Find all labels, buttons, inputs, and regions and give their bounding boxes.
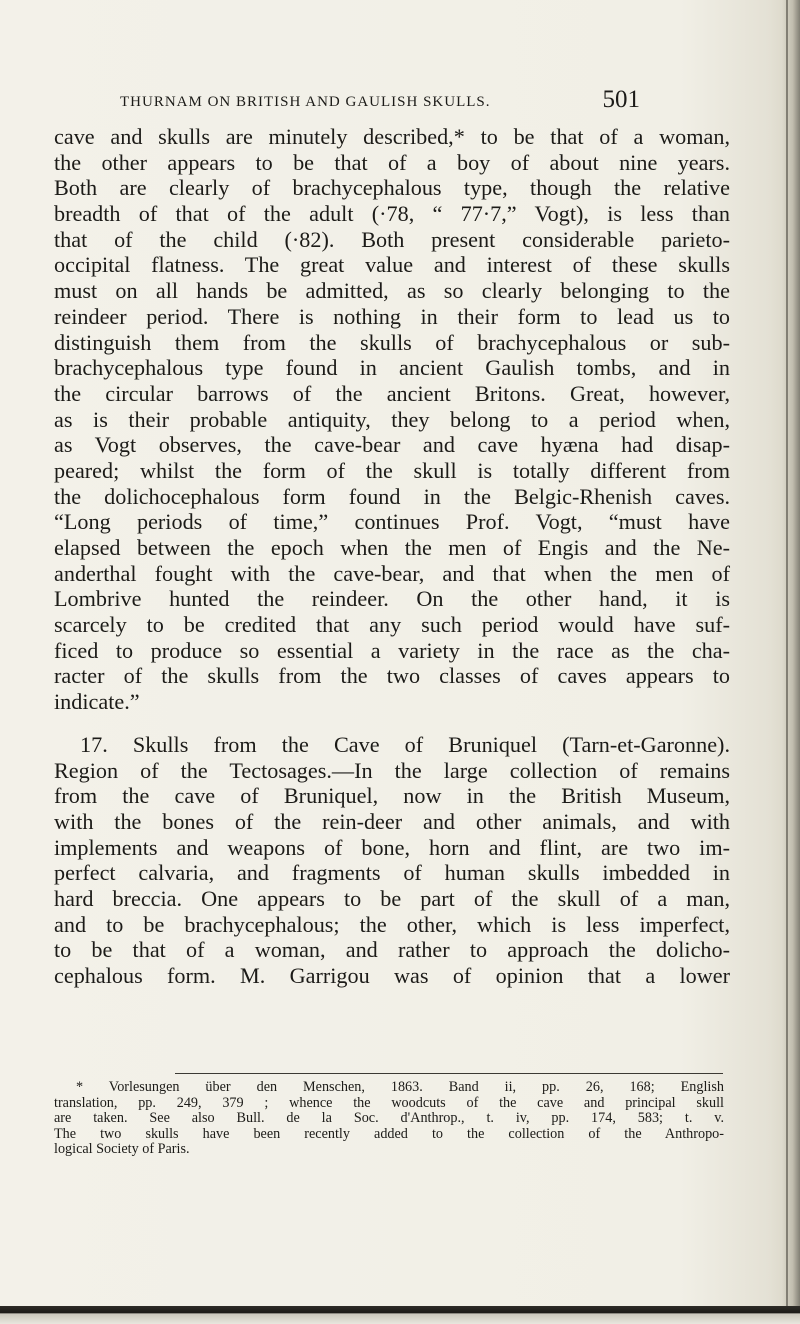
text-line: peared; whilst the form of the skull is totally different from — [54, 457, 730, 483]
text-line: Lombrive hunted the reindeer. On the other hand, it is — [54, 586, 730, 612]
text-line: and to be brachycephalous; the other, which is less imperfect, — [54, 911, 730, 937]
body-text — [54, 124, 730, 989]
text-line: breadth of that of the adult (·78, “ 77·7,” Vogt), is less than — [54, 201, 730, 227]
text-line: indicate.” — [54, 689, 140, 715]
text-line: ficed to produce so essential a variety in the race as the cha- — [54, 637, 730, 663]
running-head-title: THURNAM ON BRITISH AND GAULISH SKULLS. — [120, 94, 491, 110]
section-heading-line: 17. Skulls from the Cave of Bruniquel (Tarn-et-Garonne). — [80, 731, 730, 757]
text-line: as Vogt observes, the cave-bear and cave hyæna had disap- — [54, 432, 730, 458]
page-number: 501 — [602, 86, 640, 113]
footnote-rule — [175, 1073, 723, 1074]
footnote-line: * Vorlesungen über den Menschen, 1863. Band ii, pp. 26, 168; English — [76, 1079, 724, 1095]
text-line: cave and skulls are minutely described,* to be that of a woman, — [54, 124, 730, 149]
scan-bottom-band — [0, 1306, 800, 1324]
text-line: perfect calvaria, and fragments of human skulls imbedded in — [54, 860, 730, 886]
text-line: reindeer period. There is nothing in their form to lead us to — [54, 303, 730, 329]
text-line: with the bones of the rein-deer and other animals, and with — [54, 808, 730, 834]
text-line: the other appears to be that of a boy of about nine years. — [54, 149, 730, 175]
text-line: Region of the Tectosages.—In the large collection of remains — [54, 757, 730, 783]
text-line: occipital flatness. The great value and interest of these skulls — [54, 252, 730, 278]
text-line: elapsed between the epoch when the men of Engis and the Ne- — [54, 535, 730, 560]
paragraph-continuation — [54, 124, 730, 715]
running-head — [120, 86, 640, 116]
text-line: anderthal fought with the cave-bear, and that when the men of — [54, 560, 730, 586]
text-line: hard breccia. One appears to be part of the skull of a man, — [54, 885, 730, 911]
text-line: the dolichocephalous form found in the Belgic-Rhenish caves. — [54, 483, 730, 509]
text-line: racter of the skulls from the two classes of caves appears to — [54, 663, 730, 689]
footnote — [54, 1080, 724, 1158]
text-line: cephalous form. M. Garrigou was of opinion that a lower — [54, 963, 730, 988]
paragraph-gap — [54, 715, 730, 732]
section-17-paragraph — [54, 732, 730, 989]
text-line: to be that of a woman, and rather to approach the dolicho- — [54, 937, 730, 963]
footnote-line: The two skulls have been recently added to the collection of the Anthropo- — [54, 1125, 724, 1142]
page-edge-shadow — [782, 0, 800, 1324]
text-line: “Long periods of time,” continues Prof. Vogt, “must have — [54, 509, 730, 535]
text-line: as is their probable antiquity, they belong to a period when, — [54, 406, 730, 432]
text-line: scarcely to be credited that any such period would have suf- — [54, 612, 730, 638]
footnote-line: translation, pp. 249, 379 ; whence the woodcuts of the cave and principal skull — [54, 1094, 724, 1111]
text-line: from the cave of Bruniquel, now in the British Museum, — [54, 783, 730, 809]
text-line: the circular barrows of the ancient Britons. Great, however, — [54, 380, 730, 406]
text-line: brachycephalous type found in ancient Gaulish tombs, and in — [54, 355, 730, 381]
footnote-line: logical Society of Paris. — [54, 1141, 190, 1158]
text-line: must on all hands be admitted, as so clearly belonging to the — [54, 278, 730, 304]
text-line: Both are clearly of brachycephalous type, though the relative — [54, 175, 730, 201]
text-line: that of the child (·82). Both present considerable parieto- — [54, 226, 730, 252]
text-line: implements and weapons of bone, horn and flint, are two im- — [54, 834, 730, 860]
text-line: distinguish them from the skulls of brachycephalous or sub- — [54, 329, 730, 355]
footnote-line: are taken. See also Bull. de la Soc. d'Anthrop., t. iv, pp. 174, 583; t. v. — [54, 1110, 724, 1127]
